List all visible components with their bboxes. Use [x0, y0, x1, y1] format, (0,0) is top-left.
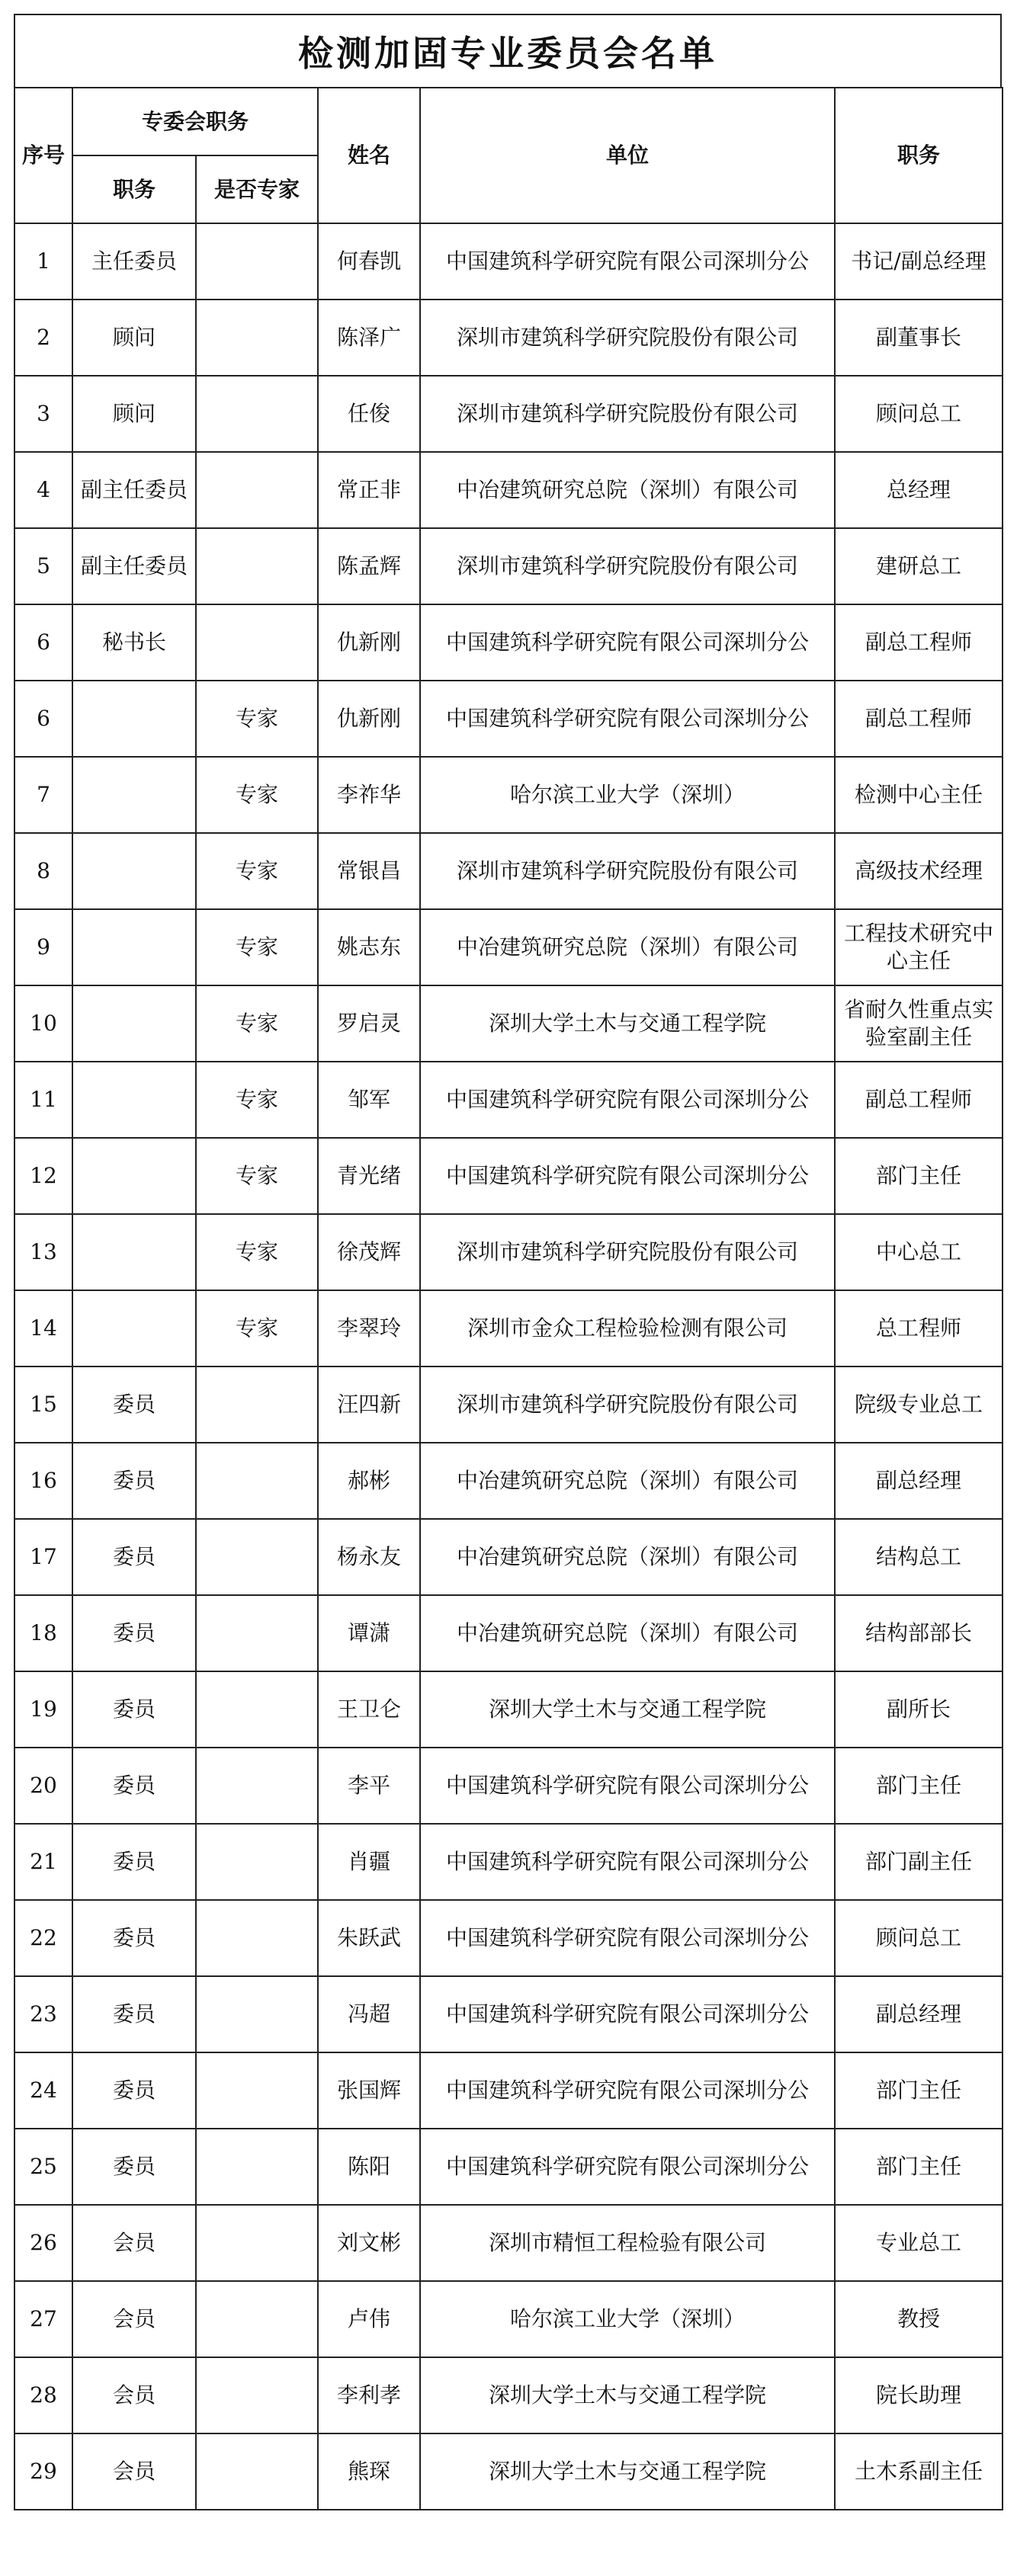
cell-position: 工程技术研究中心主任	[835, 909, 1003, 985]
cell-name: 常银昌	[318, 833, 420, 909]
cell-unit: 深圳市建筑科学研究院股份有限公司	[420, 833, 835, 909]
table-row	[14, 1062, 1003, 1138]
cell-seq: 15	[14, 1366, 72, 1443]
cell-unit: 中国建筑科学研究院有限公司深圳分公	[420, 1900, 835, 1976]
cell-name: 李利孝	[318, 2357, 420, 2433]
cell-name: 何春凯	[318, 223, 420, 300]
cell-role	[72, 833, 196, 909]
cell-seq: 29	[14, 2433, 72, 2510]
cell-name: 李祚华	[318, 757, 420, 833]
table-row	[14, 452, 1003, 528]
cell-role: 会员	[72, 2433, 196, 2510]
cell-position: 中心总工	[835, 1214, 1003, 1290]
cell-unit: 深圳市建筑科学研究院股份有限公司	[420, 528, 835, 604]
cell-position: 专业总工	[835, 2205, 1003, 2281]
cell-seq: 24	[14, 2052, 72, 2129]
cell-position: 建研总工	[835, 528, 1003, 604]
cell-seq: 26	[14, 2205, 72, 2281]
cell-unit: 中冶建筑研究总院（深圳）有限公司	[420, 1519, 835, 1595]
cell-expert	[196, 1748, 318, 1824]
cell-unit: 深圳市金众工程检验检测有限公司	[420, 1290, 835, 1366]
cell-role	[72, 1214, 196, 1290]
cell-position: 部门主任	[835, 2129, 1003, 2205]
cell-position: 总工程师	[835, 1290, 1003, 1366]
table-row	[14, 833, 1003, 909]
cell-position: 院长助理	[835, 2357, 1003, 2433]
cell-unit: 深圳市精恒工程检验有限公司	[420, 2205, 835, 2281]
cell-role: 会员	[72, 2281, 196, 2357]
cell-unit: 中国建筑科学研究院有限公司深圳分公	[420, 2129, 835, 2205]
cell-expert	[196, 1976, 318, 2052]
cell-expert	[196, 2129, 318, 2205]
cell-expert	[196, 1519, 318, 1595]
cell-name: 陈阳	[318, 2129, 420, 2205]
cell-position: 检测中心主任	[835, 757, 1003, 833]
cell-position: 书记/副总经理	[835, 223, 1003, 300]
table-row	[14, 985, 1003, 1062]
cell-expert: 专家	[196, 1062, 318, 1138]
committee-roster-table	[14, 87, 1003, 2510]
header-role: 职务	[72, 155, 196, 223]
cell-unit: 深圳市建筑科学研究院股份有限公司	[420, 376, 835, 452]
header-seq: 序号	[14, 88, 72, 223]
cell-position: 结构总工	[835, 1519, 1003, 1595]
cell-unit: 中冶建筑研究总院（深圳）有限公司	[420, 1595, 835, 1671]
cell-seq: 28	[14, 2357, 72, 2433]
cell-expert	[196, 528, 318, 604]
cell-expert: 专家	[196, 833, 318, 909]
cell-expert	[196, 2433, 318, 2510]
cell-expert	[196, 452, 318, 528]
cell-seq: 20	[14, 1748, 72, 1824]
cell-seq: 13	[14, 1214, 72, 1290]
cell-seq: 7	[14, 757, 72, 833]
cell-unit: 哈尔滨工业大学（深圳）	[420, 757, 835, 833]
cell-expert	[196, 376, 318, 452]
table-row	[14, 1976, 1003, 2052]
cell-role: 会员	[72, 2205, 196, 2281]
cell-name: 李翠玲	[318, 1290, 420, 1366]
cell-role	[72, 985, 196, 1062]
cell-role: 副主任委员	[72, 452, 196, 528]
table-row	[14, 2433, 1003, 2510]
cell-unit: 中国建筑科学研究院有限公司深圳分公	[420, 2052, 835, 2129]
cell-role	[72, 1290, 196, 1366]
cell-name: 肖疆	[318, 1824, 420, 1900]
cell-seq: 23	[14, 1976, 72, 2052]
cell-role: 委员	[72, 1595, 196, 1671]
cell-seq: 22	[14, 1900, 72, 1976]
cell-position: 部门主任	[835, 1748, 1003, 1824]
cell-expert	[196, 1671, 318, 1748]
cell-expert	[196, 1900, 318, 1976]
cell-unit: 深圳大学土木与交通工程学院	[420, 2433, 835, 2510]
cell-seq: 4	[14, 452, 72, 528]
table-row	[14, 2052, 1003, 2129]
cell-name: 冯超	[318, 1976, 420, 2052]
cell-unit: 深圳市建筑科学研究院股份有限公司	[420, 1366, 835, 1443]
table-row	[14, 300, 1003, 376]
cell-position: 副所长	[835, 1671, 1003, 1748]
cell-expert: 专家	[196, 1138, 318, 1214]
cell-position: 顾问总工	[835, 376, 1003, 452]
cell-seq: 1	[14, 223, 72, 300]
cell-role: 顾问	[72, 300, 196, 376]
document-title: 检测加固专业委员会名单	[14, 14, 1002, 88]
cell-seq: 11	[14, 1062, 72, 1138]
cell-role	[72, 681, 196, 757]
cell-seq: 21	[14, 1824, 72, 1900]
table-row	[14, 1138, 1003, 1214]
cell-name: 刘文彬	[318, 2205, 420, 2281]
cell-name: 汪四新	[318, 1366, 420, 1443]
cell-unit: 中国建筑科学研究院有限公司深圳分公	[420, 1976, 835, 2052]
cell-name: 郝彬	[318, 1443, 420, 1519]
table-row	[14, 1366, 1003, 1443]
cell-role: 委员	[72, 1519, 196, 1595]
cell-name: 青光绪	[318, 1138, 420, 1214]
cell-position: 部门主任	[835, 2052, 1003, 2129]
cell-expert	[196, 604, 318, 681]
cell-position: 院级专业总工	[835, 1366, 1003, 1443]
cell-seq: 27	[14, 2281, 72, 2357]
cell-position: 副总工程师	[835, 681, 1003, 757]
cell-seq: 12	[14, 1138, 72, 1214]
cell-position: 副总工程师	[835, 604, 1003, 681]
cell-seq: 9	[14, 909, 72, 985]
cell-expert	[196, 2281, 318, 2357]
cell-unit: 深圳大学土木与交通工程学院	[420, 1671, 835, 1748]
cell-unit: 深圳市建筑科学研究院股份有限公司	[420, 1214, 835, 1290]
cell-expert: 专家	[196, 1214, 318, 1290]
cell-expert	[196, 300, 318, 376]
cell-seq: 8	[14, 833, 72, 909]
cell-expert: 专家	[196, 757, 318, 833]
header-position: 职务	[835, 88, 1003, 223]
cell-name: 罗启灵	[318, 985, 420, 1062]
cell-role	[72, 1062, 196, 1138]
cell-name: 常正非	[318, 452, 420, 528]
cell-name: 谭潇	[318, 1595, 420, 1671]
header-row-top	[14, 88, 1003, 155]
cell-role: 主任委员	[72, 223, 196, 300]
cell-role: 委员	[72, 1366, 196, 1443]
header-expert: 是否专家	[196, 155, 318, 223]
cell-name: 仇新刚	[318, 681, 420, 757]
table-row	[14, 2205, 1003, 2281]
cell-expert	[196, 2357, 318, 2433]
cell-name: 王卫仑	[318, 1671, 420, 1748]
cell-name: 任俊	[318, 376, 420, 452]
cell-unit: 中国建筑科学研究院有限公司深圳分公	[420, 1824, 835, 1900]
cell-position: 教授	[835, 2281, 1003, 2357]
table-row	[14, 2281, 1003, 2357]
table-row	[14, 1671, 1003, 1748]
table-row	[14, 1900, 1003, 1976]
cell-seq: 2	[14, 300, 72, 376]
cell-role: 委员	[72, 1443, 196, 1519]
cell-expert: 专家	[196, 985, 318, 1062]
cell-seq: 14	[14, 1290, 72, 1366]
cell-position: 顾问总工	[835, 1900, 1003, 1976]
cell-name: 徐茂辉	[318, 1214, 420, 1290]
roster-body	[14, 223, 1003, 2510]
cell-role: 委员	[72, 1976, 196, 2052]
cell-unit: 中冶建筑研究总院（深圳）有限公司	[420, 1443, 835, 1519]
table-row	[14, 1519, 1003, 1595]
cell-name: 邹军	[318, 1062, 420, 1138]
cell-position: 副董事长	[835, 300, 1003, 376]
cell-name: 杨永友	[318, 1519, 420, 1595]
cell-unit: 中冶建筑研究总院（深圳）有限公司	[420, 452, 835, 528]
cell-name: 仇新刚	[318, 604, 420, 681]
cell-role: 委员	[72, 2129, 196, 2205]
table-row	[14, 909, 1003, 985]
cell-expert	[196, 1595, 318, 1671]
cell-unit: 中冶建筑研究总院（深圳）有限公司	[420, 909, 835, 985]
cell-role: 副主任委员	[72, 528, 196, 604]
cell-unit: 哈尔滨工业大学（深圳）	[420, 2281, 835, 2357]
cell-expert: 专家	[196, 1290, 318, 1366]
cell-name: 卢伟	[318, 2281, 420, 2357]
cell-position: 土木系副主任	[835, 2433, 1003, 2510]
cell-seq: 3	[14, 376, 72, 452]
cell-unit: 深圳市建筑科学研究院股份有限公司	[420, 300, 835, 376]
table-row	[14, 2129, 1003, 2205]
table-row	[14, 604, 1003, 681]
table-row	[14, 1748, 1003, 1824]
table-row	[14, 528, 1003, 604]
cell-expert	[196, 1366, 318, 1443]
table-row	[14, 757, 1003, 833]
cell-position: 副总经理	[835, 1443, 1003, 1519]
table-row	[14, 681, 1003, 757]
cell-role: 顾问	[72, 376, 196, 452]
cell-unit: 中国建筑科学研究院有限公司深圳分公	[420, 223, 835, 300]
cell-expert	[196, 2205, 318, 2281]
cell-name: 陈孟辉	[318, 528, 420, 604]
cell-unit: 中国建筑科学研究院有限公司深圳分公	[420, 1138, 835, 1214]
cell-unit: 深圳大学土木与交通工程学院	[420, 985, 835, 1062]
cell-name: 姚志东	[318, 909, 420, 985]
cell-seq: 18	[14, 1595, 72, 1671]
cell-expert	[196, 1443, 318, 1519]
cell-seq: 17	[14, 1519, 72, 1595]
cell-position: 副总经理	[835, 1976, 1003, 2052]
cell-name: 熊琛	[318, 2433, 420, 2510]
cell-role: 委员	[72, 2052, 196, 2129]
cell-expert: 专家	[196, 681, 318, 757]
cell-role: 委员	[72, 1824, 196, 1900]
cell-seq: 5	[14, 528, 72, 604]
table-row	[14, 2357, 1003, 2433]
cell-role: 委员	[72, 1671, 196, 1748]
cell-unit: 中国建筑科学研究院有限公司深圳分公	[420, 604, 835, 681]
cell-unit: 中国建筑科学研究院有限公司深圳分公	[420, 681, 835, 757]
table-row	[14, 376, 1003, 452]
table-row	[14, 223, 1003, 300]
cell-seq: 19	[14, 1671, 72, 1748]
cell-seq: 6	[14, 604, 72, 681]
cell-unit: 深圳大学土木与交通工程学院	[420, 2357, 835, 2433]
cell-position: 副总工程师	[835, 1062, 1003, 1138]
cell-unit: 中国建筑科学研究院有限公司深圳分公	[420, 1748, 835, 1824]
cell-expert	[196, 223, 318, 300]
cell-seq: 25	[14, 2129, 72, 2205]
cell-role: 秘书长	[72, 604, 196, 681]
cell-seq: 16	[14, 1443, 72, 1519]
cell-position: 总经理	[835, 452, 1003, 528]
cell-position: 部门主任	[835, 1138, 1003, 1214]
table-row	[14, 1290, 1003, 1366]
header-committee-group: 专委会职务	[72, 88, 318, 155]
cell-expert: 专家	[196, 909, 318, 985]
table-row	[14, 1824, 1003, 1900]
cell-name: 张国辉	[318, 2052, 420, 2129]
table-row	[14, 1214, 1003, 1290]
cell-name: 陈泽广	[318, 300, 420, 376]
cell-role: 委员	[72, 1748, 196, 1824]
cell-position: 部门副主任	[835, 1824, 1003, 1900]
cell-position: 高级技术经理	[835, 833, 1003, 909]
cell-role	[72, 757, 196, 833]
cell-position: 结构部部长	[835, 1595, 1003, 1671]
cell-role: 会员	[72, 2357, 196, 2433]
header-unit: 单位	[420, 88, 835, 223]
cell-expert	[196, 1824, 318, 1900]
cell-name: 李平	[318, 1748, 420, 1824]
cell-name: 朱跃武	[318, 1900, 420, 1976]
cell-position: 省耐久性重点实验室副主任	[835, 985, 1003, 1062]
cell-role	[72, 1138, 196, 1214]
cell-seq: 10	[14, 985, 72, 1062]
cell-seq: 6	[14, 681, 72, 757]
cell-unit: 中国建筑科学研究院有限公司深圳分公	[420, 1062, 835, 1138]
cell-expert	[196, 2052, 318, 2129]
table-row	[14, 1443, 1003, 1519]
cell-role: 委员	[72, 1900, 196, 1976]
cell-role	[72, 909, 196, 985]
header-name: 姓名	[318, 88, 420, 223]
table-row	[14, 1595, 1003, 1671]
